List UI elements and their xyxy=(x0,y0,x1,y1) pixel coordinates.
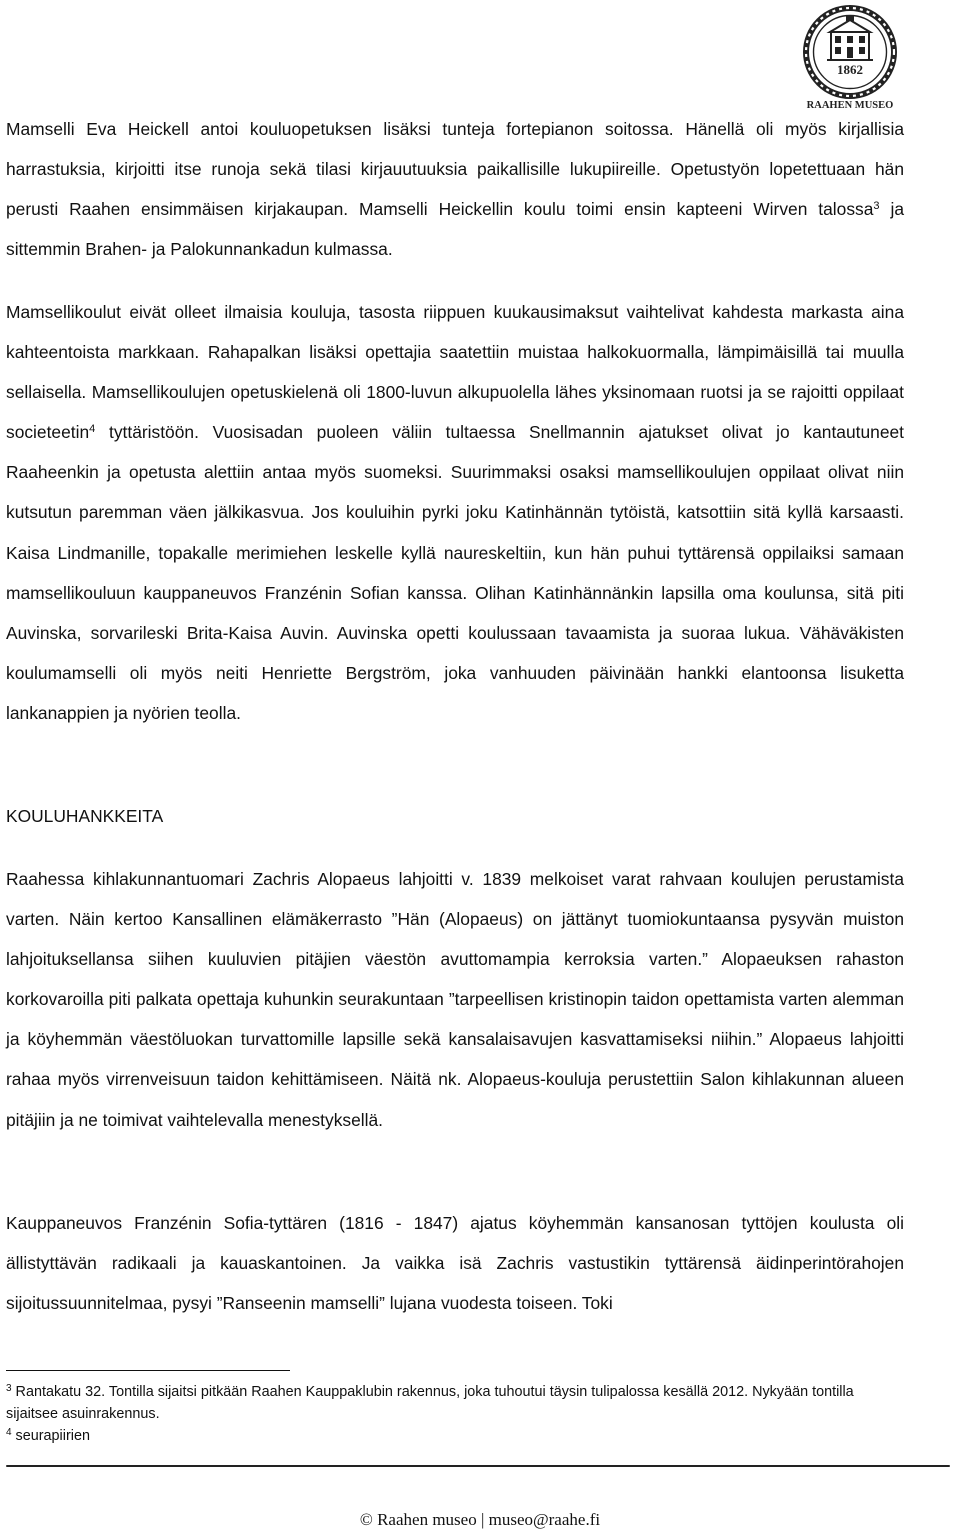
footnote-ref-3: 3 xyxy=(873,200,880,213)
footer-divider xyxy=(6,1465,950,1467)
footnotes xyxy=(6,1381,906,1447)
paragraph-3: Raahessa kihlakunnantuomari Zachris Alopaeus lahjoitti v. 1839 melkoiset varat rahvaan koulujen perustamista varten. Näin kertoo Kansallinen elämäkerrasto ”Hän (Alopaeus) on jättänyt tuomiokuntaansa pysyvän muiston lahjoituksellansa siihen kuuluvien pitäjien väestön avuttomampia kerroksia varten.” Alopaeuksen rahaston korkovaroilla piti palkata opettaja kuhunkin seurakuntaan ”tarpeellisen kristinopin taidon opettamista varten alemman ja köyhemmän väestöluokan turvattomille lapsille sekä kansalaisavujen kasvattamiseksi niihin.” Alopaeus lahjoitti rahaa myös virrenveisuun taidon kehittämiseen. Näitä nk. Alopaeus-kouluja perustettiin Salon kihlakunnan alueen pitäjiin ja ne toimivat vaihtelevalla menestyksellä. xyxy=(6,869,904,1130)
section-heading: KOULUHANKKEITA xyxy=(6,806,164,826)
page-footer: © Raahen museo | museo@raahe.fi xyxy=(359,1510,601,1529)
paragraph-2 xyxy=(6,292,904,733)
paragraph-2-text-b: tyttäristöön. Vuosisadan puoleen väliin tultaessa Snellmannin ajatukset olivat jo kantautuneet Raaheenkin ja opetusta alettiin antaa myös suomeksi. Suurimmaksi osaksi mamsellikoulujen oppilaat olivat niin kutsutun paremman väen jälkikasvua. Jos kouluihin pyrki joku Katinhännän tytöistä, katsottiin sitä kyllä karsaasti. Kaisa Lindmanille, topakalle merimiehen leskelle kyllä naureskeltiin, kun hän puhui tyttärensä oppilaiksi samaan mamsellikouluun kauppaneuvos Franzénin Sofian kanssa. Olihan Katinhännänkin lapsilla oma koulunsa, sitä piti Auvinska, sorvarileski Brita-Kaisa Auvin. Auvinska opetti koulussaan tavaamista ja suoraa lukua. Vähäväkisten koulumamselli oli myös neiti Henriette Bergström, joka vanhuuden päivinään hankki elantoonsa lisuketta lankanappien ja nyörien teolla. xyxy=(6,422,904,723)
paragraph-1-text-a: Mamselli Eva Heickell antoi kouluopetuksen lisäksi tunteja fortepianon soitossa. Hänellä oli myös kirjallisia harrastuksia, kirjoitti itse runoja sekä tilasi kirjauutuuksia paikallisille lukupiireille. Opetustyön lopetettuaan hän perusti Raahen ensimmäisen kirjakaupan. Mamselli Heickellin koulu toimi ensin kapteeni Wirven talossa xyxy=(6,119,904,220)
paragraph-4: Kauppaneuvos Franzénin Sofia-tyttären (1816 - 1847) ajatus köyhemmän kansanosan tyttöjen koulusta oli ällistyttävän radikaali ja kauaskantoinen. Ja vaikka isä Zachris vastustikin tyttärensä äidinperintörahojen sijoitussuunnitelmaa, pysyi ”Ranseenin mamselli” lujana vuodesta toiseen. Toki xyxy=(6,1213,904,1314)
footnote-ref-4: 4 xyxy=(89,423,96,436)
footnote-separator xyxy=(6,1370,290,1371)
paragraph-2-text-a: Mamsellikoulut eivät olleet ilmaisia kouluja, tasosta riippuen kuukausimaksut vaihtelivat kahdesta markasta aina kahteentoista markkaan. Rahapalkan lisäksi opettajia saatettiin muistaa halkokuormalla, lämpimäisillä tai muulla sellaisella. Mamsellikoulujen opetuskielenä oli 1800-luvun alkupuolella lähes yksinomaan ruotsi ja se rajoitti oppilaat societeetin xyxy=(6,302,904,443)
logo-museum-name: RAAHEN MUSEO xyxy=(806,100,894,111)
paragraph-1 xyxy=(6,109,904,269)
footnote-3-text: Rantakatu 32. Tontilla sijaitsi pitkään Raahen Kauppaklubin rakennus, joka tuhoutui täysin tulipalossa kesällä 2012. Nykyään tontilla sijaitsee asuinrakennus. xyxy=(6,1384,854,1422)
logo-year: 1862 xyxy=(837,62,863,77)
raahen-museo-logo xyxy=(800,2,900,120)
footnote-3-number: 3 xyxy=(6,1383,12,1394)
footnote-3 xyxy=(6,1381,906,1425)
footnote-4-number: 4 xyxy=(6,1427,12,1438)
paragraph-1-text-b: ja sittemmin Brahen- ja Palokunnankadun kulmassa. xyxy=(6,199,904,260)
footnote-4-text: seurapiirien xyxy=(11,1428,90,1444)
footnote-4 xyxy=(6,1425,906,1447)
logo-emblem-icon xyxy=(800,2,900,120)
